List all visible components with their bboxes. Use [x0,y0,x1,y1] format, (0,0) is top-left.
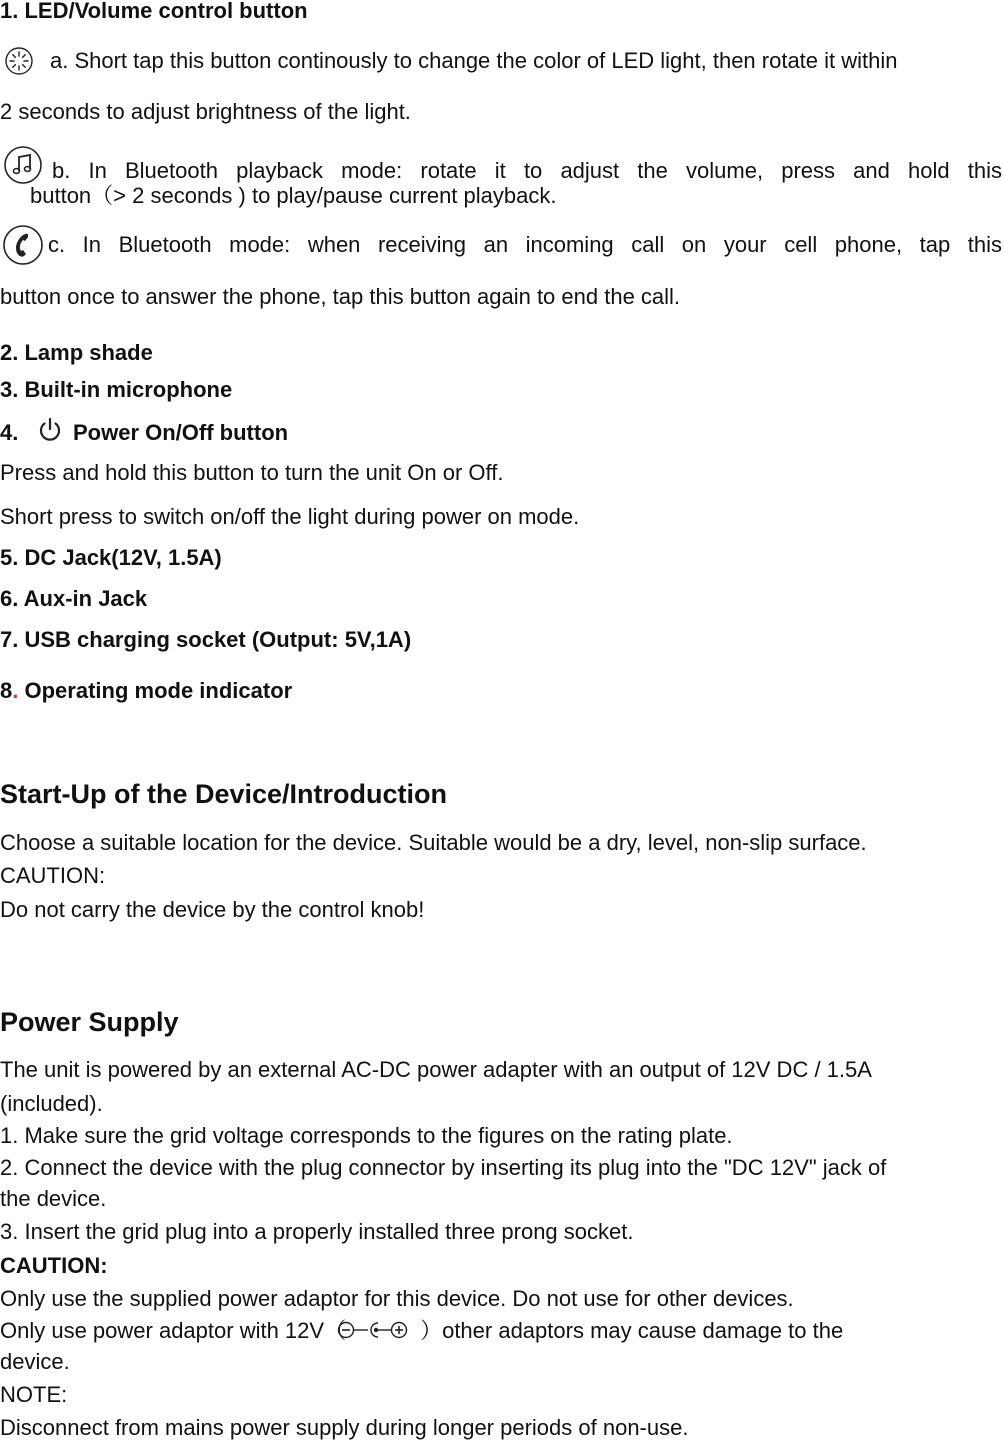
power-note-line: Disconnect from mains power supply during longer periods of non-use. [0,1415,689,1440]
volume-desc-line1: b. In Bluetooth playback mode: rotate it to adjust the volume, press and hold this [52,158,1002,183]
power-caution: CAUTION: [0,1253,108,1278]
power-desc-line1: Press and hold this button to turn the unit On or Off. [0,460,504,485]
volume-desc-line2: button（> 2 seconds ) to play/pause current playback. [30,183,557,208]
item-usb-socket: 7. USB charging socket (Output: 5V,1A) [0,627,412,652]
power-step2-line1: 2. Connect the device with the plug connector by inserting its plug into the "DC 12V" jack of [0,1155,887,1180]
power-step1: 1. Make sure the grid voltage corresponds to the figures on the rating plate. [0,1123,733,1148]
power-note: NOTE: [0,1382,68,1407]
power-supply-heading: Power Supply [0,1007,179,1037]
item-lamp-shade: 2. Lamp shade [0,340,153,365]
power-desc-line2: Short press to switch on/off the light during power on mode. [0,504,580,529]
item-mode-indicator-label: Operating mode indicator [24,678,293,703]
power-step2-line2: the device. [0,1186,107,1211]
power-caution-line2-pre: Only use power adaptor with 12V（ [0,1318,347,1343]
item-power-label: Power On/Off button [73,420,289,445]
startup-caution: CAUTION: [0,863,106,888]
item-mode-indicator-number: 8 [0,678,13,703]
item-power-number: 4. [0,420,19,445]
power-caution-line3: device. [0,1349,70,1374]
item-mode-indicator [0,678,292,704]
call-desc-line2: button once to answer the phone, tap this button again to end the call. [0,284,681,309]
dc-polarity-icon [346,1318,442,1344]
power-step3: 3. Insert the grid plug into a properly installed three prong socket. [0,1219,634,1244]
item-aux-jack: 6. Aux-in Jack [0,586,148,611]
power-line1: The unit is powered by an external AC-DC power adapter with an output of 12V DC / 1.5A [0,1057,872,1082]
power-line2: (included). [0,1091,103,1116]
call-desc-line1: c. In Bluetooth mode: when receiving an incoming call on your cell phone, tap this [48,232,1002,257]
startup-line1: Choose a suitable location for the device. Suitable would be a dry, level, non-slip surface. [0,830,867,855]
startup-line2: Do not carry the device by the control knob! [0,897,425,922]
item-mode-indicator-dot: . [12,678,19,703]
light-icon [4,46,34,81]
section-heading-led-volume: 1. LED/Volume control button [0,0,308,23]
startup-heading: Start-Up of the Device/Introduction [0,779,448,809]
power-caution-line1: Only use the supplied power adaptor for this device. Do not use for other devices. [0,1286,794,1311]
phone-icon [2,224,44,271]
item-dc-jack: 5. DC Jack(12V, 1.5A) [0,545,222,570]
item-microphone: 3. Built-in microphone [0,377,233,402]
led-desc-line1: a. Short tap this button continously to change the color of LED light, then rotate it within [50,48,898,73]
power-icon [36,416,64,449]
power-caution-line2-post: ）other adaptors may cause damage to the [420,1318,844,1343]
power-caution-line2 [0,1318,843,1344]
led-desc-line2: 2 seconds to adjust brightness of the light. [0,99,411,124]
